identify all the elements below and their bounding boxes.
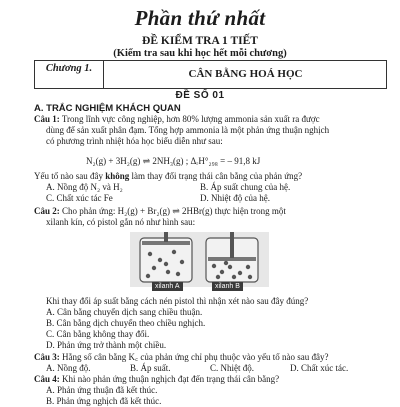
q1-ask-bold: không [105,171,130,181]
chapter-name: CÂN BẰNG HOÁ HỌC [188,68,303,80]
q3-option-d: D. Chất xúc tác. [290,363,349,373]
chapter-box [34,60,387,89]
q4-text: Khi nào phản ứng thuận nghịch đạt đến trạng thái cân bằng? [59,374,280,384]
q4-number: Câu 4: [34,374,60,384]
q3-option-b: B. Áp suất. [130,363,171,373]
section-heading: A. TRẮC NGHIỆM KHÁCH QUAN [34,103,181,114]
q1-ask-post: làm thay đổi trạng thái cân bằng của phản ứng? [129,171,303,181]
q1-equation: N₂(g) + 3H₂(g) ⇌ 2NH₃(g) ; ΔᵣH°₂₉₈ = – 91,8 kJ [86,156,261,166]
chapter-label: Chương 1. [35,61,104,88]
q2-option-a: A. Cân bằng chuyển dịch sang chiều thuận. [46,307,203,317]
q2-option-d: D. Phản ứng trở thành một chiều. [46,340,167,350]
q3-option-a: A. Nồng độ. [46,363,91,373]
q3-number: Câu 3: [34,352,60,362]
test-title: ĐỀ KIỂM TRA 1 TIẾT [142,35,258,47]
q3-option-c: C. Nhiệt độ. [210,363,254,373]
q2-line-1 [34,206,388,217]
test-subtitle: (Kiểm tra sau khi học hết mỗi chương) [113,48,287,59]
q1-line-1 [34,114,388,125]
q1-line-2: dùng để sản xuất phân đạm. Tổng hợp ammonia là một phản ứng thuận nghịch [46,125,330,135]
q3-line [34,352,388,363]
q4-line [34,374,388,385]
cylinder-b-drawing [206,232,258,282]
exam-number: ĐỀ SỐ 01 [175,90,225,101]
cylinder-a-label: xilanh A [152,282,183,291]
q4-option-b: B. Phản ứng nghịch đã kết thúc. [46,396,162,406]
q1-option-d: D. Nhiệt độ của hệ. [200,193,270,203]
q1-option-a: A. Nồng độ N₂ và H₂ [46,182,123,192]
piston-rod-a [164,232,168,242]
cylinder-figure [130,232,269,287]
q2-number: Câu 2: [34,206,60,216]
piston-rod-b [230,232,234,258]
q1-number: Câu 1: [34,114,60,124]
q1-option-c: C. Chất xúc tác Fe [46,193,113,203]
q2-line-2: xilanh kín, có pistol gắn nó như hình sau: [46,217,196,227]
part-title: Phần thứ nhất [134,6,266,30]
q3-text: Hằng số cân bằng K꜀ của phản ứng chỉ phụ thuộc vào yếu tố nào sau đây? [59,352,329,362]
q1-line-3: có phương trình nhiệt hóa học biểu diễn như sau: [46,136,223,146]
q1-question [34,171,388,182]
q2-question: Khi thay đổi áp suất bằng cách nén pistol thì nhận xét nào sau đây đúng? [46,296,309,306]
q1-ask-pre: Yếu tố nào sau đây [34,171,106,181]
q2-option-b: B. Cân bằng dịch chuyển theo chiều nghịch. [46,318,206,328]
q4-option-a: A. Phản ứng thuận đã kết thúc. [46,385,158,395]
q2-text-1: Cho phản ứng: H₂(g) + Br₂(g) ⇌ 2HBr(g) thực hiện trong một [59,206,286,216]
cylinder-b-label: xilanh B [212,282,243,291]
cylinder-a-drawing [140,232,192,282]
q1-option-b: B. Áp suất chung của hệ. [200,182,291,192]
q2-option-c: C. Cân bằng không thay đổi. [46,329,150,339]
q1-text-1: Trong lĩnh vực công nghiệp, hơn 80% lượng ammonia sản xuất ra được [59,114,320,124]
